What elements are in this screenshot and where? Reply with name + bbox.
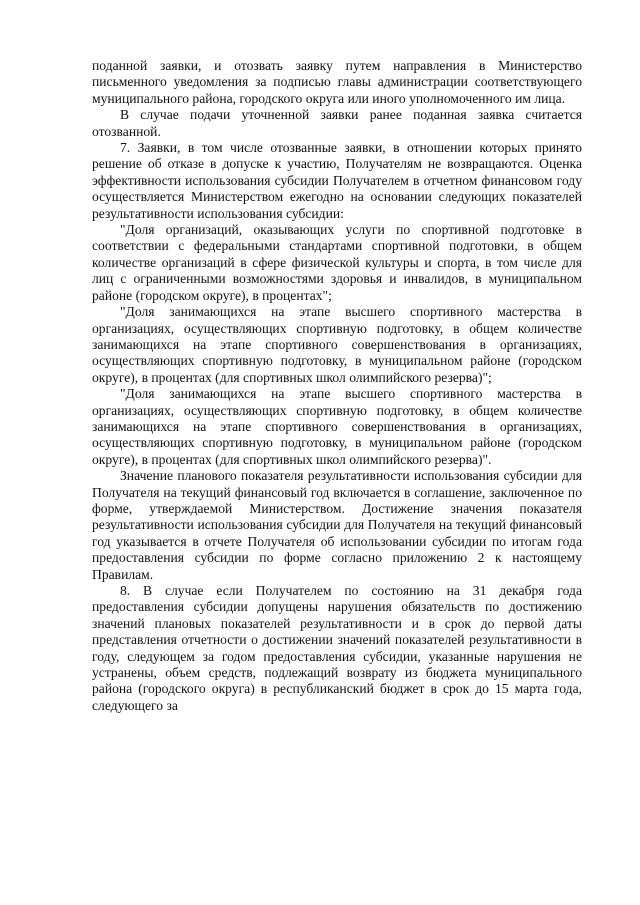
paragraph-planned-value: Значение планового показателя результативности использования субсидии для Получателя на текущий финансовый год включается в соглашение, заключенное по форме, утверждаемой Министерством. Достижение значения показателя результативности использования субсидии для Получателя на текущий финансовый год указывается в отчете Получателя об использовании субсидии по итогам года предоставления субсидии по форме согласно приложению 2 к настоящему Правилам. (92, 468, 582, 582)
paragraph-withdrawal-continued: поданной заявки, и отозвать заявку путем направления в Министерство письменного уведомления за подписью главы администрации соответствующего муниципального района, городского округа или иного уполномоченного им лица. (92, 58, 582, 106)
document-page (92, 58, 582, 714)
paragraph-item-7: 7. Заявки, в том числе отозванные заявки, в отношении которых принято решение об отказе в допуске к участию, Получателям не возвращаются. Оценка эффективности использования субсидии Получателем в отчетном финансовом году осуществляется Министерством ежегодно на основании следующих показателей результативности использования субсидии: (92, 140, 582, 221)
paragraph-indicator-1: "Доля организаций, оказывающих услуги по спортивной подготовке в соответствии с федеральными стандартами спортивной подготовки, в общем количестве организаций в сфере физической культуры и спорта, в том числе для лиц с ограниченными возможностями здоровья и инвалидов, в муниципальном районе (городском округе), в процентах"; (92, 222, 582, 303)
paragraph-indicator-2: "Доля занимающихся на этапе высшего спортивного мастерства в организациях, осуществляющих спортивную подготовку, в общем количестве занимающихся на этапе спортивного совершенствования в организациях, осуществляющих спортивную подготовку, в муниципальном районе (городском округе), в процентах (для спортивных школ олимпийского резерва)"; (92, 304, 582, 385)
paragraph-item-8: 8. В случае если Получателем по состоянию на 31 декабря года предоставления субсидии допущены нарушения обязательств по достижению значений плановых показателей результативности и в срок до первой даты представления отчетности о достижении значений показателей результативности в году, следующем за годом предоставления субсидии, указанные нарушения не устранены, объем средств, подлежащий возврату из бюджета муниципального района (городского округа) в республиканский бюджет в срок до 15 марта года, следующего за (92, 583, 582, 713)
paragraph-indicator-3: "Доля занимающихся на этапе высшего спортивного мастерства в организациях, осуществляющих спортивную подготовку, в общем количестве занимающихся на этапе спортивного совершенствования в организациях, осуществляющих спортивную подготовку, в муниципальном районе (городском округе), в процентах (для спортивных школ олимпийского резерва)". (92, 386, 582, 467)
paragraph-updated-application: В случае подачи уточненной заявки ранее поданная заявка считается отозванной. (92, 107, 582, 139)
